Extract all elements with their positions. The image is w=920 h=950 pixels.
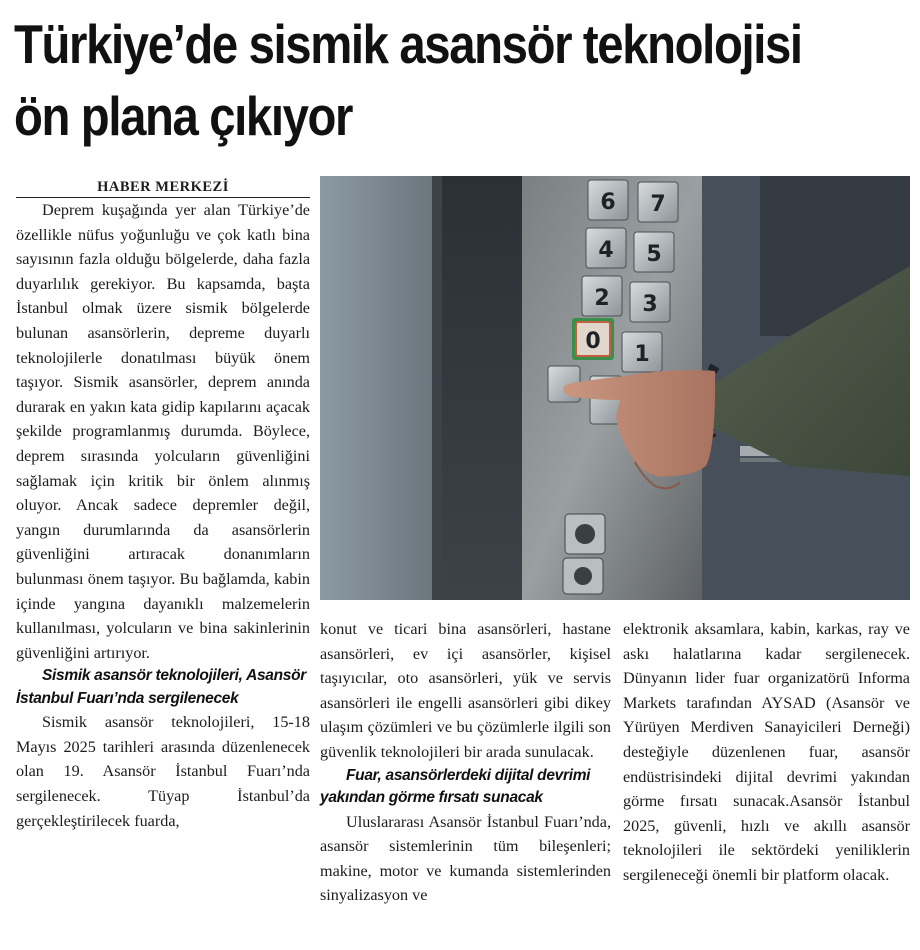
button-label-4: 4 bbox=[598, 238, 614, 263]
button-label-3: 3 bbox=[642, 292, 658, 317]
button-label-0: 0 bbox=[585, 329, 601, 354]
byline: HABER MERKEZİ bbox=[16, 178, 310, 198]
button-label-1: 1 bbox=[634, 342, 650, 367]
paragraph-intro: Deprem kuşağında yer alan Türkiye’de özellikle nüfus yoğunluğu ve çok katlı bina sayısının fazla olduğu bölgelerde, daha fazla duyarlılık gerekiyor. Bu kapsamda, başta İstanbul olmak üzere sismik bölgelerde bulunan asansörlerin, depreme duyarlı teknolojilerle donatılması büyük önem taşıyor. Sismik asansörler, deprem anında durarak en yakın kata gidip kapılarını açacak şekilde programlanmış durumda. Böylece, deprem sırasında yolcuların güvenliğini sağlamak için kritik bir önlem alınmış oluyor. Ancak sadece depremler değil, yangın durumlarında da asansörlerin güvenliğini artıracak donanımların bulunması önem taşıyor. Bu bağlamda, kabin içinde yangına dayanıklı malzemelerin kullanılması, yolcuların ve bina sakinlerinin güvenliğini artırıyor. bbox=[16, 201, 310, 662]
button-label-2: 2 bbox=[594, 286, 610, 311]
paragraph-fair-continued: konut ve ticari bina asansörleri, hastane asansörleri, ev içi asansörler, kişisel taşıyıcılar, oto asansörleri, yük ve servis asansörleri ile engelli asansörleri gibi dikey ulaşım çözümleri ve bu çözümlerle ilgili son güvenlik teknolojileri bir arada sunulacak. bbox=[320, 620, 611, 761]
article-column-2 bbox=[320, 617, 611, 908]
elevator-panel-photo bbox=[320, 176, 910, 600]
headline-line-1: Türkiye’de sismik asansör teknolojisi bbox=[14, 13, 802, 75]
button-label-6: 6 bbox=[600, 190, 616, 215]
button-label-5: 5 bbox=[646, 242, 662, 267]
paragraph-fair-dates: Sismik asansör teknolojileri, 15-18 Mayıs 2025 tarihleri arasında düzenlenecek olan 19. Asansör İstanbul Fuarı’nda sergilenecek. Tüyap İstanbul’da gerçekleştirilecek fuarda, bbox=[16, 713, 310, 830]
paragraph-international-fair: Uluslararası Asansör İstanbul Fuarı’nda, asansör sistemlerinin tüm bileşenleri; makine, motor ve kumanda sistemlerinden sinyalizasyon ve bbox=[320, 812, 611, 905]
headline-line-2: ön plana çıkıyor bbox=[14, 85, 353, 147]
subheading-seismic-tech: Sismik asansör teknolojileri, Asansör İstanbul Fuarı’nda sergilenecek bbox=[16, 667, 306, 707]
article-column-1 bbox=[16, 198, 310, 833]
headline bbox=[14, 8, 802, 152]
button-label-7: 7 bbox=[650, 192, 666, 217]
subheading-digital-revolution: Fuar, asansörlerdeki dijital devrimi yakından görme fırsatı sunacak bbox=[320, 766, 591, 807]
article-column-3 bbox=[623, 617, 910, 888]
paragraph-closing: elektronik aksamlara, kabin, karkas, ray ve askı halatlarına kadar sergilenecek. Dünyanın lider fuar organizatörü Informa Markets tarafından AYSAD (Asansör ve Yürüyen Merdiven Sanayicileri Derneği) desteğiyle düzenlenen fuar, asansör endüstrisindeki dijital devrimi yakından görme fırsatı sunacak.Asansör İstanbul 2025, güvenli, hızlı ve akıllı asansör teknolojileri ile sektördeki yeniliklerin sergileneceği önemli bir platform olacak. bbox=[623, 620, 910, 884]
